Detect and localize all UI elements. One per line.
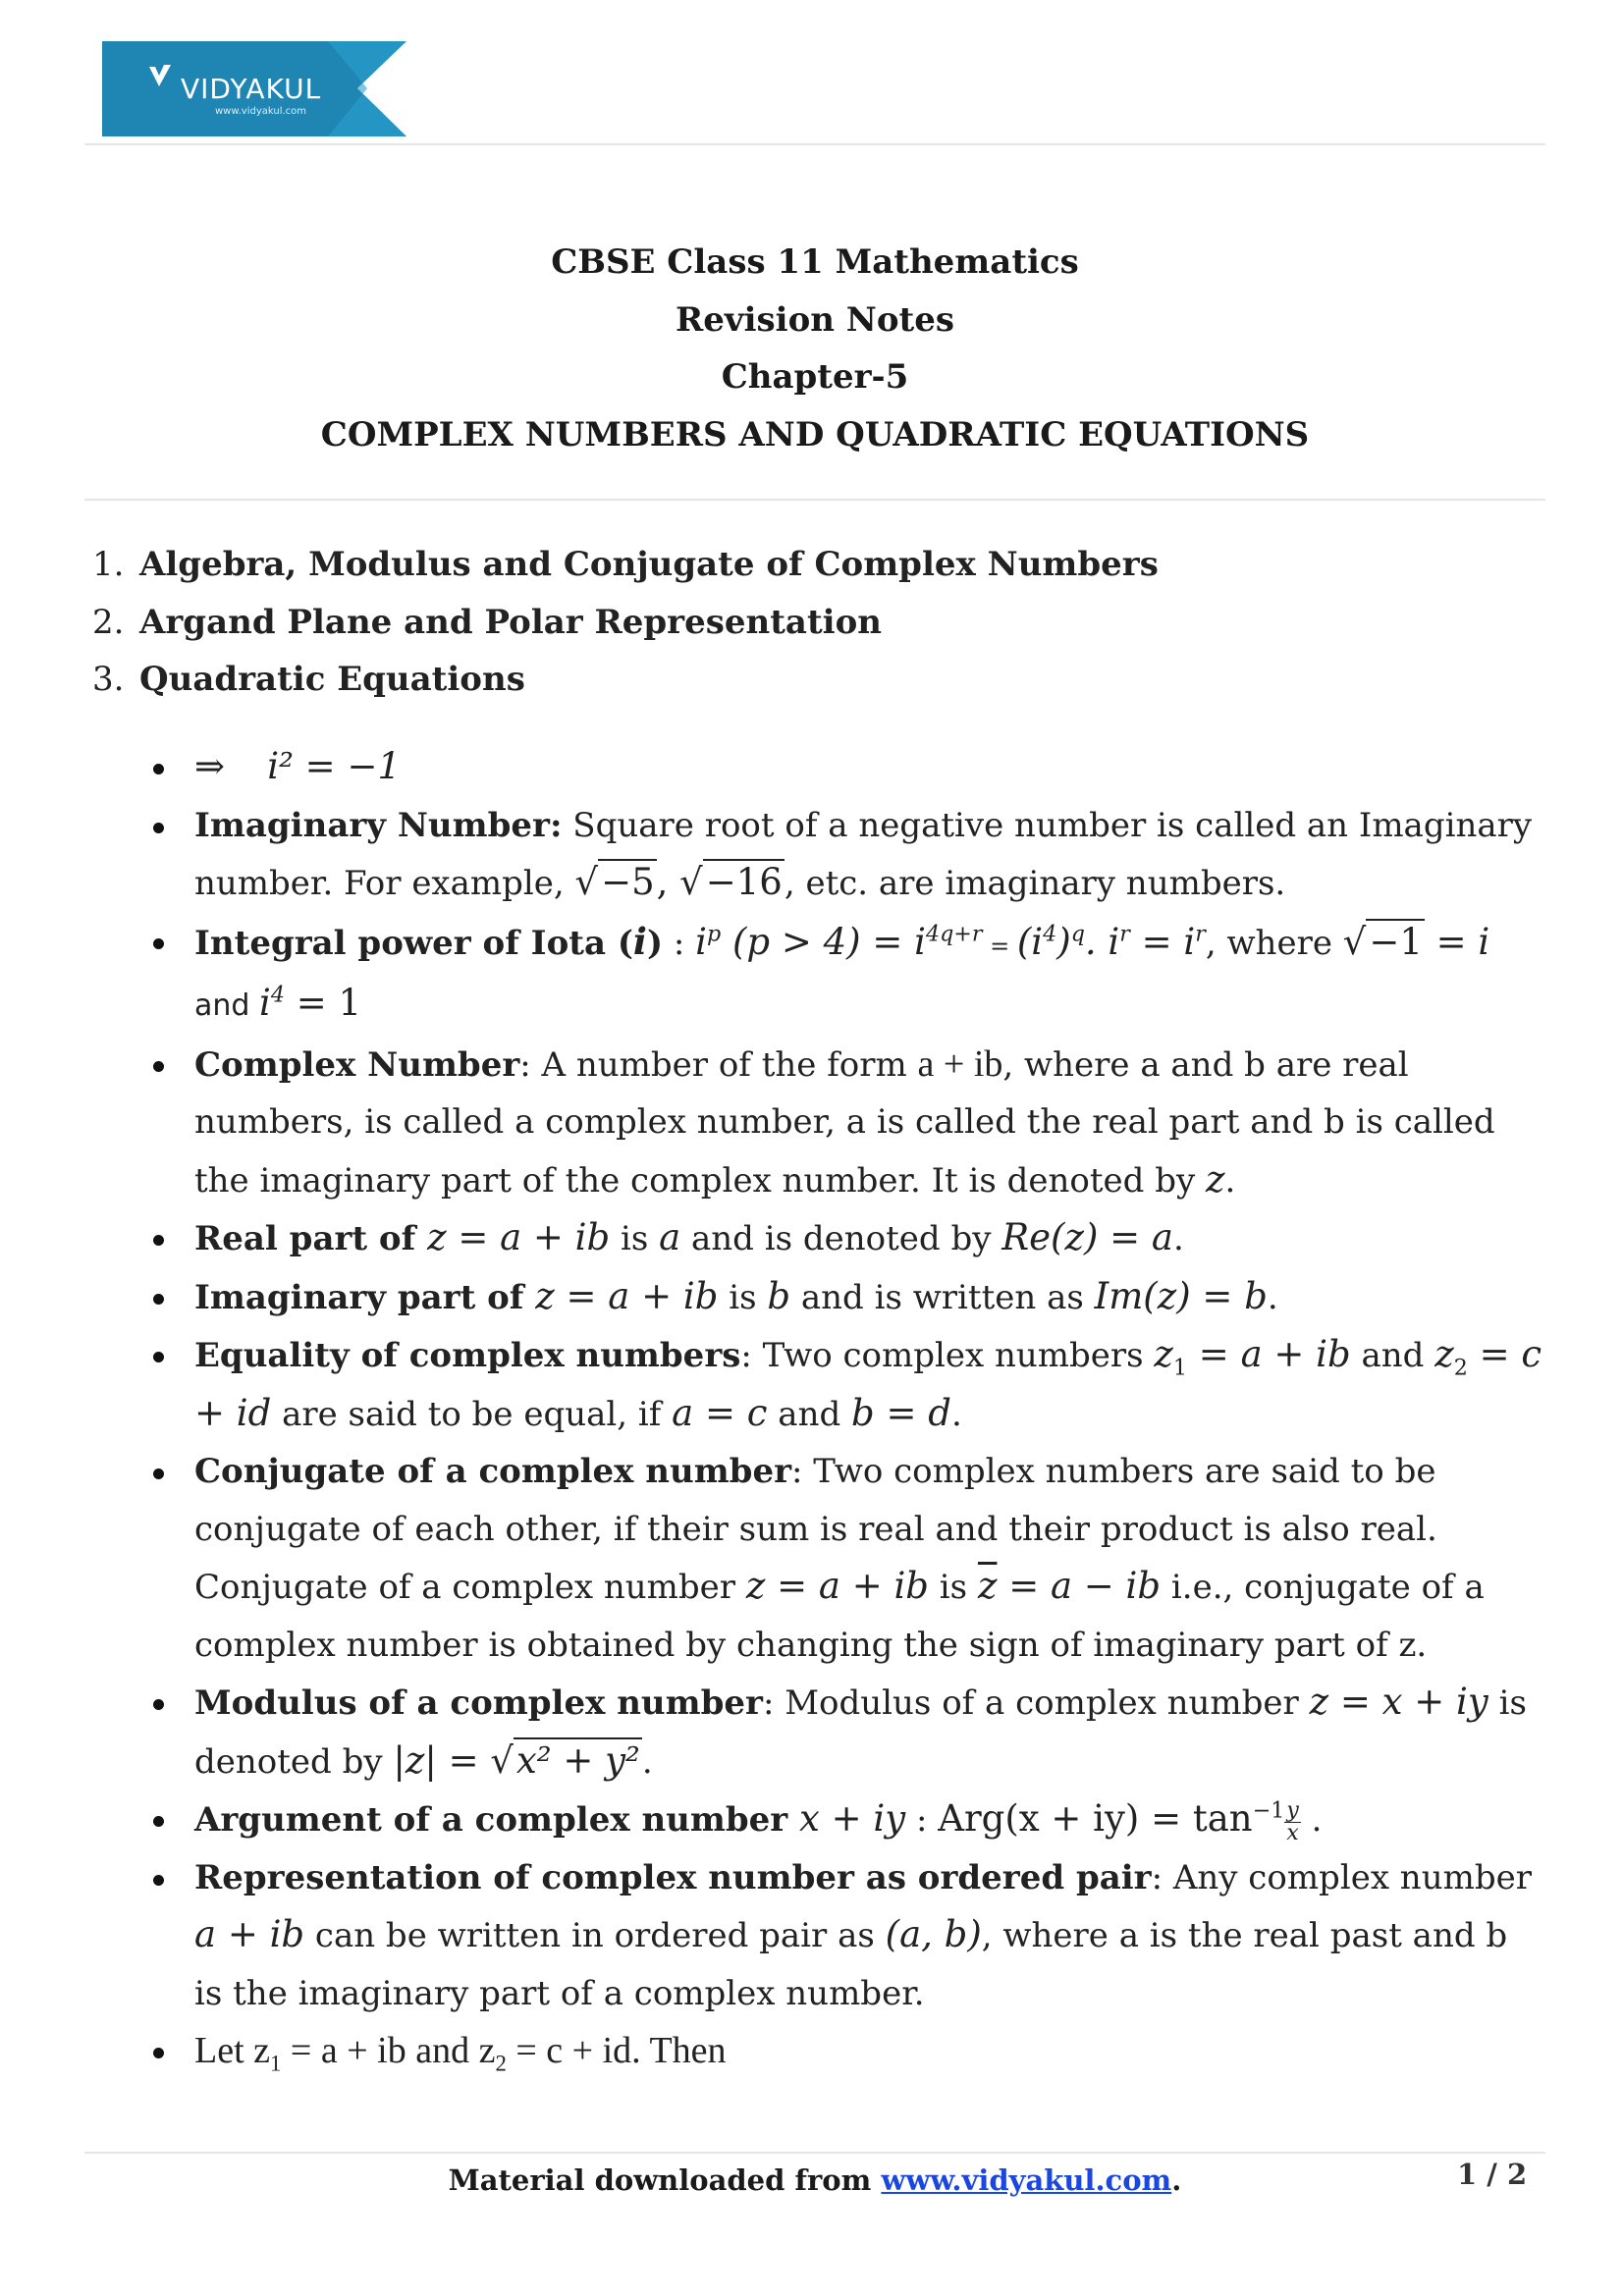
- footer: Material downloaded from www.vidyakul.com.: [448, 2163, 1182, 2197]
- bullet-label: Imaginary part of z = a + ib: [194, 1274, 719, 1317]
- bullet-argument: Argument of a complex number x + iy : $Arg(x + iy) = \tan^{-1}$ $\frac{y}{x}$ .: [147, 1790, 1545, 1849]
- topic-item: [92, 594, 1159, 652]
- implies-arrow: ⇒: [194, 745, 226, 787]
- sqrt-minus-5: −5: [598, 859, 657, 903]
- bullet-iota-square: [147, 738, 1545, 797]
- bullet-let-z1-z2: Let $z_1 = a$ + ib and $z_2 = c$ + id. Then: [147, 2022, 1545, 2080]
- comma: ,: [656, 861, 680, 903]
- bullet-text: , etc. are imaginary numbers.: [784, 864, 1286, 903]
- sqrt-minus-16: −16: [703, 859, 784, 903]
- bullet-conjugate: [147, 1443, 1545, 1674]
- bullet-integral-power-iota: Integral power of Iota (i) : $i^p$ $(p > 4) = i^{4q+r} = (i^4)^q$. $i^r = i^r$, where √−1 = i and $i^4 = 1$: [147, 913, 1545, 1036]
- topic-number: 1.: [92, 545, 125, 584]
- page-number: 1 / 2: [1457, 2158, 1528, 2191]
- equals-one: = 1: [284, 982, 362, 1024]
- re-equation: Re(z) = a: [1001, 1216, 1173, 1258]
- topic-list: [92, 536, 1159, 709]
- equals-i: = i: [1424, 920, 1490, 963]
- bullet-text: : Two complex numbers are said to be conjugate of each other, if their sum is real and their product is also real. Conjugate of a complex number: [194, 1452, 1437, 1607]
- modulus-symbol: |z| =: [393, 1738, 491, 1782]
- topic-label: Quadratic Equations: [139, 660, 525, 699]
- bullet-label: Complex Number: [194, 1044, 520, 1085]
- title-line-2: Revision Notes: [675, 299, 955, 340]
- ordered-pair: (a, b): [885, 1913, 982, 1955]
- bullet-ordered-pair: [147, 1849, 1545, 2023]
- bullet-text: Square root of a negative number is called an Imaginary number. For example,: [194, 805, 1533, 903]
- a-plus-ib: a + ib: [194, 1913, 305, 1955]
- bullet-text: , where: [1205, 923, 1343, 963]
- i-fourth: $i^4$: [258, 982, 285, 1024]
- bullet-label: Equality of complex numbers: [194, 1336, 741, 1375]
- logo-url: www.vidyakul.com: [215, 106, 307, 117]
- argument-expression: $Arg(x + iy) = \tan^{-1}$: [938, 1797, 1285, 1840]
- bullet-text: :: [905, 1800, 939, 1840]
- bullet-label: Modulus of a complex number: [194, 1683, 763, 1723]
- power-expression: $i^p$ $(p > 4) = i^{4q+r}$: [695, 920, 983, 963]
- bullet-text: i.e., conjugate of a complex number is obtained by changing the sign of imaginary part of z.: [194, 1568, 1485, 1665]
- bullet-real-part: Real part of z = a + ib is a and is denoted by Re(z) = a.: [147, 1209, 1545, 1268]
- bullet-label: Real part of z = a + ib: [194, 1216, 611, 1258]
- topic-item: [92, 651, 1159, 709]
- bullet-text: can be written in ordered pair as: [304, 1916, 886, 1955]
- z1-equation: $z_1 = a$ + ib: [1154, 1333, 1351, 1381]
- bullet-modulus: Modulus of a complex number: Modulus of a complex number z = x + iy is denoted by |z| = √x² + y².: [147, 1674, 1545, 1790]
- bullet-text: : A number of the form: [519, 1044, 918, 1085]
- topic-item: [92, 536, 1159, 594]
- bullet-text: and: [767, 1394, 852, 1434]
- bullet-label: Argument of a complex number x + iy: [194, 1797, 906, 1840]
- bullet-imaginary-number: Imaginary Number: Square root of a negative number is called an Imaginary number. For example, √−5, √−16, etc. are imaginary numbers.: [147, 797, 1545, 913]
- notes-bullet-list: [147, 738, 1545, 2080]
- b-symbol: b: [767, 1274, 791, 1317]
- bullet-text: : Any complex number: [1151, 1857, 1532, 1897]
- topic-number: 2.: [92, 602, 125, 642]
- logo-text: VIDYAKUL: [181, 73, 322, 105]
- z2-equation: $z_2 = c$ + id: [194, 1333, 1542, 1434]
- bullet-text: and: [1350, 1336, 1435, 1375]
- title-line-3: Chapter-5: [721, 357, 909, 397]
- condition-b-d: b = d: [851, 1391, 951, 1434]
- bullet-text: is: [929, 1568, 978, 1607]
- condition-a-c: a = c: [672, 1391, 768, 1434]
- bullet-text: is denoted by: [194, 1683, 1527, 1782]
- sqrt-minus-1: −1: [1366, 919, 1425, 963]
- topic-label: Argand Plane and Polar Representation: [139, 602, 882, 642]
- bullet-text: is: [718, 1277, 768, 1317]
- bullet-equality: Equality of complex numbers: Two complex numbers $z_1 = a$ + ib and $z_2 = c$ + id are said to be equal, if a = c and b = d.: [147, 1326, 1545, 1443]
- bullet-text: : Two complex numbers: [740, 1336, 1155, 1375]
- bullet-text: : Modulus of a complex number: [762, 1683, 1310, 1723]
- fraction-y-over-x: $\frac{y}{x}$: [1286, 1797, 1299, 1845]
- bullet-text: , where a is the real past and b is the imaginary part of a complex number.: [194, 1916, 1508, 2013]
- power-expression-2: $(i^4)^q$. $i^r = i^r$: [1016, 920, 1206, 963]
- topic-number: 3.: [92, 660, 125, 699]
- equals: =: [982, 932, 1017, 960]
- bullet-text: are said to be equal, if: [271, 1394, 673, 1434]
- footer-divider: [84, 2152, 1545, 2154]
- header-divider: [84, 143, 1545, 145]
- conjugate-equation: $\overline{z} = a$ − ib: [977, 1565, 1162, 1607]
- bullet-label: Representation of complex number as ordered pair: [194, 1857, 1152, 1897]
- title-line-4: COMPLEX NUMBERS AND QUADRATIC EQUATIONS: [320, 414, 1310, 454]
- form-a-plus-ib: a + ib: [917, 1042, 1003, 1085]
- im-equation: Im(z) = b: [1094, 1274, 1268, 1317]
- footer-link[interactable]: www.vidyakul.com: [881, 2163, 1172, 2197]
- bullet-label: Imaginary Number:: [194, 805, 563, 845]
- a-symbol: a: [659, 1216, 681, 1258]
- z-xy-equation: z = x + iy: [1309, 1681, 1488, 1723]
- title-line-1: CBSE Class 11 Mathematics: [551, 242, 1079, 282]
- z-symbol: z: [1206, 1157, 1225, 1201]
- bullet-complex-number: Complex Number: A number of the form a + ib, where a and b are real numbers, is called a complex number, a is called the real part and b is called the imaginary part of the complex number. It is denoted by z.: [147, 1036, 1545, 1210]
- z-equation: z = a + ib: [745, 1565, 929, 1607]
- colon: :: [663, 923, 696, 963]
- modulus-radicand: x² + y²: [514, 1737, 642, 1782]
- vidyakul-logo[interactable]: [102, 41, 406, 136]
- bullet-text: , where a and b are real numbers, is called a complex number, a is called the real part and b is called the imaginary part of the complex number. It is denoted by: [194, 1044, 1495, 1201]
- bullet-label: Integral power of Iota (i): [194, 919, 664, 963]
- iota-equation: i² = −1: [267, 745, 401, 787]
- bullet-text: and is written as: [790, 1277, 1095, 1317]
- topic-label: Algebra, Modulus and Conjugate of Complex Numbers: [139, 545, 1159, 584]
- bullet-text: and: [194, 988, 259, 1023]
- title-block: [0, 234, 1623, 463]
- bullet-imaginary-part: Imaginary part of z = a + ib is b and is written as Im(z) = b.: [147, 1268, 1545, 1327]
- bullet-label: Conjugate of a complex number: [194, 1452, 791, 1491]
- title-divider: [84, 499, 1545, 501]
- bullet-text: and is denoted by: [680, 1219, 1002, 1258]
- footer-text: Material downloaded from: [448, 2163, 882, 2197]
- bullet-text: is: [610, 1219, 660, 1258]
